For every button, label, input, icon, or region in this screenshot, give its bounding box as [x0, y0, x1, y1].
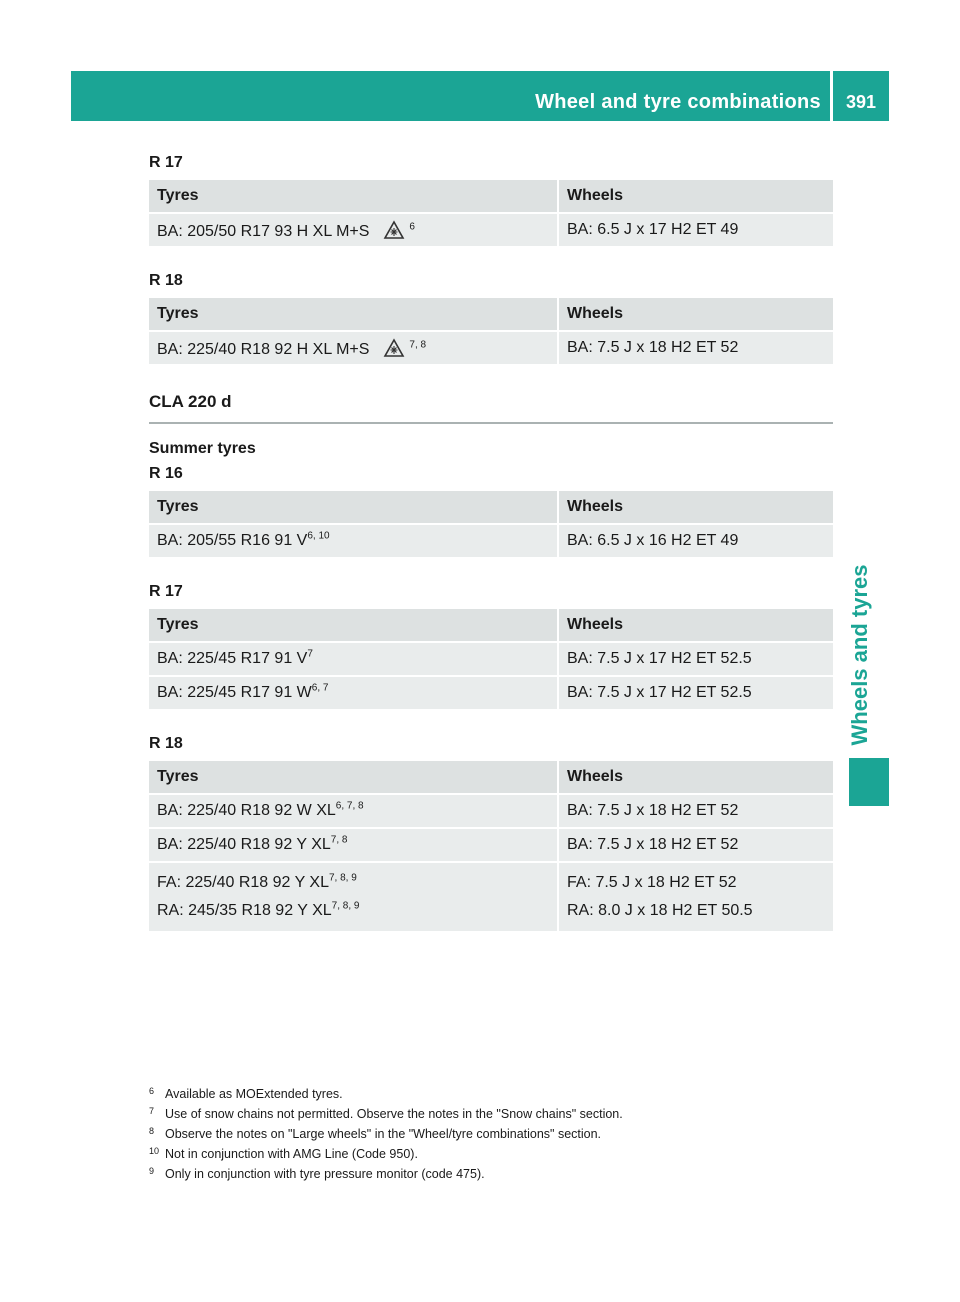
mountain-snowflake-icon [383, 338, 405, 358]
tyre-spec-rear: RA: 245/35 R18 92 Y XL [157, 902, 332, 919]
side-tab-block [849, 758, 889, 806]
table-header-row [149, 609, 833, 643]
r16-heading: R 16 [149, 465, 183, 482]
r18-heading: R 18 [149, 272, 183, 289]
footnote-ref: 7, 8, 9 [331, 900, 360, 912]
col-tyres: Tyres [149, 609, 559, 643]
tyre-spec-front: FA: 225/40 R18 92 Y XL [157, 874, 329, 891]
wheel-spec-rear: RA: 8.0 J x 18 H2 ET 50.5 [567, 902, 753, 919]
wheel-cell: BA: 6.5 J x 16 H2 ET 49 [559, 525, 833, 559]
footnote-ref: 6, 7, 8 [335, 800, 364, 812]
col-tyres: Tyres [149, 761, 559, 795]
footnote-ref: 6, 10 [307, 530, 330, 542]
col-wheels: Wheels [559, 298, 833, 332]
table-header-row [149, 298, 833, 332]
page-title: Wheel and tyre combinations [535, 91, 821, 113]
footnote-ref: 7 [307, 648, 313, 660]
tyre-cell [149, 214, 559, 248]
footnote [149, 1084, 849, 1104]
footnote-number: 7 [149, 1106, 155, 1116]
table-header-row [149, 180, 833, 214]
r17-heading: R 17 [149, 583, 183, 600]
table-row [149, 643, 833, 677]
tyre-cell [149, 795, 559, 829]
table-header-row [149, 761, 833, 795]
col-wheels: Wheels [559, 761, 833, 795]
wheel-cell: BA: 6.5 J x 17 H2 ET 49 [559, 214, 833, 248]
wheel-cell: BA: 7.5 J x 18 H2 ET 52 [559, 795, 833, 829]
page-number: 391 [845, 92, 877, 112]
tyre-cell [149, 829, 559, 863]
tyre-line-front [157, 869, 549, 897]
footnote [149, 1144, 849, 1164]
col-tyres: Tyres [149, 491, 559, 525]
footnote [149, 1124, 849, 1144]
r17-table [149, 180, 833, 248]
r18-table [149, 761, 833, 933]
tyre-spec: BA: 225/40 R18 92 W XL [157, 802, 336, 819]
tyre-spec: BA: 205/50 R17 93 H XL M+S [157, 222, 370, 240]
footnote-text: Observe the notes on "Large wheels" in the "Wheel/tyre combinations" section. [165, 1127, 602, 1141]
footnote-text: Not in conjunction with AMG Line (Code 950). [165, 1147, 418, 1161]
tyre-cell [149, 525, 559, 559]
tyre-cell [149, 677, 559, 711]
table-row [149, 863, 833, 933]
table-header-row [149, 491, 833, 525]
tyre-cell [149, 332, 559, 366]
tyre-line-rear [157, 897, 549, 925]
footnote-number: 6 [149, 1086, 155, 1096]
tyre-spec: BA: 225/40 R18 92 Y XL [157, 836, 331, 853]
main-content [149, 150, 833, 953]
col-wheels: Wheels [559, 609, 833, 643]
header-bar [71, 71, 889, 121]
col-wheels: Wheels [559, 491, 833, 525]
footnote [149, 1104, 849, 1124]
footnote-ref: 6 [409, 221, 415, 233]
r16-table [149, 491, 833, 559]
model-heading: CLA 220 d [149, 380, 833, 424]
table-row [149, 677, 833, 711]
footnote-ref: 7, 8 [330, 834, 348, 846]
r17-heading: R 17 [149, 154, 183, 171]
footnote-text: Use of snow chains not permitted. Observe the notes in the "Snow chains" section. [165, 1107, 623, 1121]
col-tyres: Tyres [149, 180, 559, 214]
table-row [149, 829, 833, 863]
wheel-cell: BA: 7.5 J x 18 H2 ET 52 [559, 829, 833, 863]
footnote-number: 10 [149, 1146, 160, 1156]
tyre-cell [149, 643, 559, 677]
wheel-cell [559, 863, 833, 933]
footnote-number: 9 [149, 1166, 155, 1176]
footnote-ref: 7, 8 [409, 339, 427, 351]
col-wheels: Wheels [559, 180, 833, 214]
wheel-cell: BA: 7.5 J x 17 H2 ET 52.5 [559, 643, 833, 677]
footnote-ref: 6, 7 [311, 682, 329, 694]
mountain-snowflake-icon [383, 220, 405, 240]
tyre-spec: BA: 225/45 R17 91 W [157, 684, 312, 701]
footnote-text: Available as MOExtended tyres. [165, 1087, 343, 1101]
table-row [149, 795, 833, 829]
footnote [149, 1164, 849, 1184]
wheel-spec-front: FA: 7.5 J x 18 H2 ET 52 [567, 874, 737, 891]
table-row [149, 525, 833, 559]
footnote-ref: 7, 8, 9 [328, 872, 357, 884]
wheel-cell: BA: 7.5 J x 18 H2 ET 52 [559, 332, 833, 366]
table-row [149, 332, 833, 366]
tyre-spec: BA: 225/45 R17 91 V [157, 650, 308, 667]
tyre-cell [149, 863, 559, 933]
tyre-spec: BA: 225/40 R18 92 H XL M+S [157, 340, 370, 358]
summer-tyres-heading: Summer tyres [149, 440, 256, 457]
r17-table [149, 609, 833, 711]
footnote-text: Only in conjunction with tyre pressure monitor (code 475). [165, 1167, 485, 1181]
table-row [149, 214, 833, 248]
r18-table [149, 298, 833, 366]
tyre-spec: BA: 205/55 R16 91 V [157, 532, 308, 549]
side-section-label [845, 560, 875, 750]
col-tyres: Tyres [149, 298, 559, 332]
side-section-label-text: Wheels and tyres [847, 564, 872, 746]
footnotes [149, 1084, 849, 1184]
r18-heading: R 18 [149, 735, 183, 752]
footnote-number: 8 [149, 1126, 155, 1136]
wheel-cell: BA: 7.5 J x 17 H2 ET 52.5 [559, 677, 833, 711]
